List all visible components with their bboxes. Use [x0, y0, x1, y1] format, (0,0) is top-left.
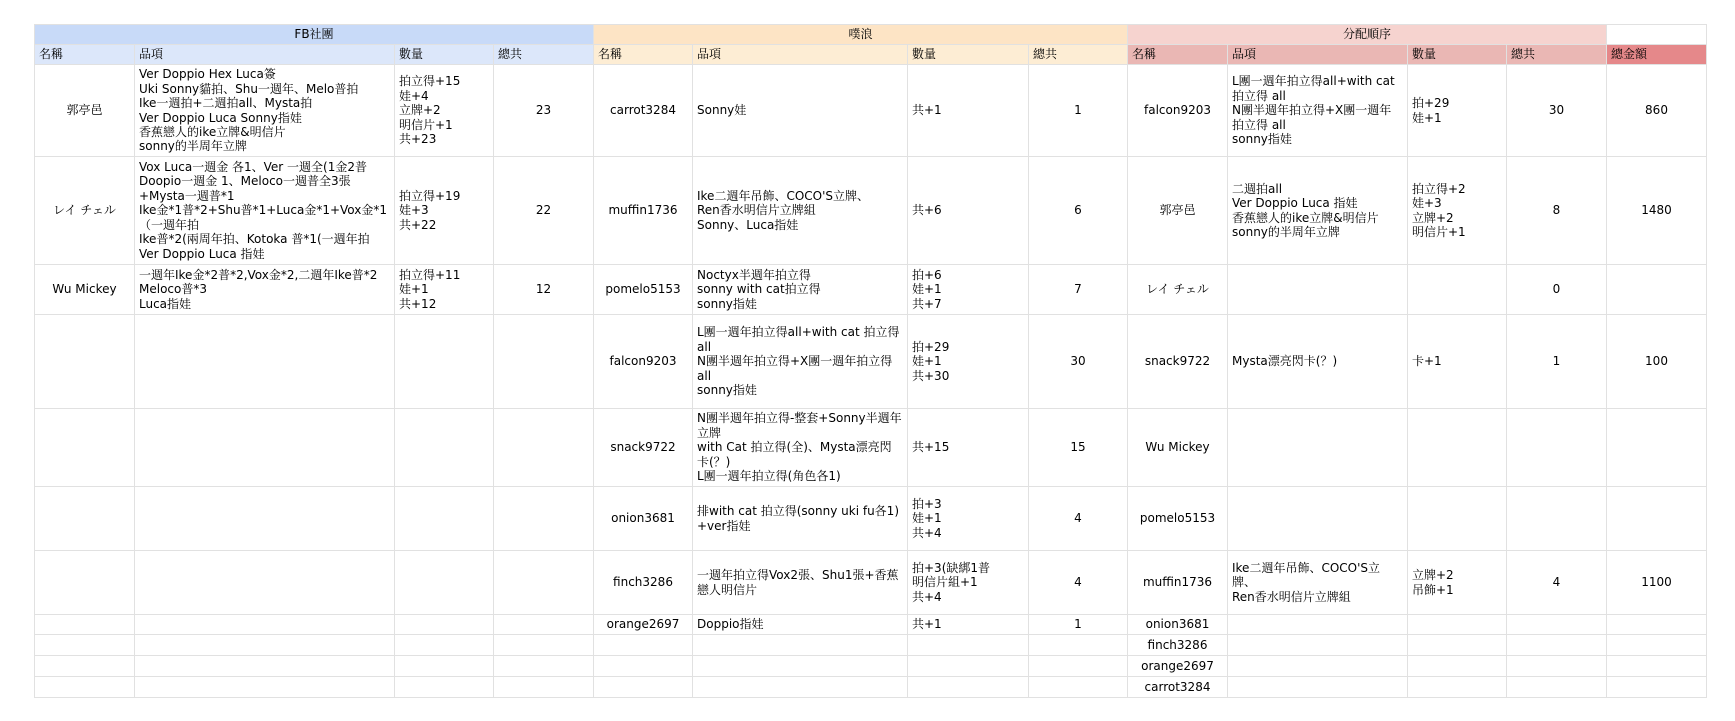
table-row [35, 677, 1707, 698]
plurk-qty-header[interactable]: 數量 [908, 45, 1029, 65]
fb-item-cell[interactable] [135, 677, 395, 698]
fb-item-cell[interactable] [135, 615, 395, 635]
assign-qty-cell[interactable] [1408, 409, 1507, 487]
plurk-qty-cell[interactable]: 共+1 [908, 65, 1029, 157]
plurk-total-cell[interactable] [1029, 656, 1128, 677]
plurk-qty-cell[interactable]: 共+1 [908, 615, 1029, 635]
fb-qty-cell[interactable]: 拍立得+11 娃+1 共+12 [395, 265, 494, 315]
fb-qty-header[interactable]: 數量 [395, 45, 494, 65]
fb-item-cell[interactable] [135, 315, 395, 409]
fb-item-cell[interactable] [135, 656, 395, 677]
plurk-name-cell[interactable]: falcon9203 [594, 315, 693, 409]
assign-item-cell[interactable] [1228, 409, 1408, 487]
assign-total-cell[interactable]: 30 [1507, 65, 1607, 157]
assign-item-cell[interactable] [1228, 656, 1408, 677]
fb-item-cell[interactable]: Ver Doppio Hex Luca簽 Uki Sonny貓拍、Shu一週年、Melo普拍 Ike一週拍+二週拍all、Mysta拍 Ver Doppio Luca Sonny指娃 香蕉戀人的ike立牌&明信片 sonny的半周年立牌 [135, 65, 395, 157]
plurk-qty-cell[interactable] [908, 677, 1029, 698]
assign-qty-cell[interactable] [1408, 265, 1507, 315]
fb-name-cell[interactable] [35, 677, 135, 698]
fb-total-cell[interactable]: 23 [494, 65, 594, 157]
assign-qty-header[interactable]: 數量 [1408, 45, 1507, 65]
assign-qty-cell[interactable] [1408, 487, 1507, 551]
group-fb[interactable]: FB社團 [35, 25, 594, 45]
assign-qty-cell[interactable] [1408, 635, 1507, 656]
plurk-qty-cell[interactable]: 拍+6 娃+1 共+7 [908, 265, 1029, 315]
fb-item-cell[interactable] [135, 409, 395, 487]
plurk-qty-cell[interactable]: 拍+29 娃+1 共+30 [908, 315, 1029, 409]
plurk-qty-cell[interactable]: 拍+3(缺綁1普 明信片組+1 共+4 [908, 551, 1029, 615]
assign-total-cell[interactable] [1507, 615, 1607, 635]
plurk-name-cell[interactable]: muffin1736 [594, 157, 693, 265]
plurk-total-cell[interactable]: 7 [1029, 265, 1128, 315]
assign-qty-cell[interactable]: 拍立得+2 娃+3 立牌+2 明信片+1 [1408, 157, 1507, 265]
plurk-qty-cell[interactable] [908, 656, 1029, 677]
fb-qty-cell[interactable]: 拍立得+19 娃+3 共+22 [395, 157, 494, 265]
assign-total-cell[interactable] [1507, 635, 1607, 656]
plurk-total-cell[interactable]: 15 [1029, 409, 1128, 487]
plurk-name-cell[interactable]: finch3286 [594, 551, 693, 615]
fb-total-cell[interactable] [494, 487, 594, 551]
assign-name-cell[interactable]: onion3681 [1128, 615, 1228, 635]
assign-total-cell[interactable]: 8 [1507, 157, 1607, 265]
group-header-row [35, 25, 1707, 45]
fb-name-cell[interactable]: Wu Mickey [35, 265, 135, 315]
grand-total-cell[interactable] [1607, 409, 1707, 487]
assign-name-cell[interactable]: snack9722 [1128, 315, 1228, 409]
fb-item-cell[interactable] [135, 551, 395, 615]
assign-name-header[interactable]: 名稱 [1128, 45, 1228, 65]
fb-name-cell[interactable] [35, 551, 135, 615]
fb-total-cell[interactable] [494, 615, 594, 635]
fb-name-cell[interactable] [35, 487, 135, 551]
grand-total-cell[interactable] [1607, 635, 1707, 656]
fb-qty-cell[interactable] [395, 551, 494, 615]
plurk-item-cell[interactable] [693, 635, 908, 656]
grand-total-cell[interactable] [1607, 265, 1707, 315]
fb-total-cell[interactable]: 22 [494, 157, 594, 265]
plurk-name-cell[interactable] [594, 677, 693, 698]
grand-total-cell[interactable]: 860 [1607, 65, 1707, 157]
plurk-name-cell[interactable]: pomelo5153 [594, 265, 693, 315]
fb-qty-cell[interactable] [395, 635, 494, 656]
assign-item-header[interactable]: 品項 [1228, 45, 1408, 65]
plurk-qty-cell[interactable]: 拍+3 娃+1 共+4 [908, 487, 1029, 551]
assign-item-cell[interactable] [1228, 487, 1408, 551]
plurk-item-cell[interactable]: L團一週年拍立得all+with cat 拍立得 all N團半週年拍立得+X團一週年拍立得 all sonny指娃 [693, 315, 908, 409]
assign-total-cell[interactable] [1507, 677, 1607, 698]
assign-total-header[interactable]: 總共 [1507, 45, 1607, 65]
grand-total-cell[interactable] [1607, 487, 1707, 551]
table-row [35, 615, 1707, 635]
plurk-name-cell[interactable] [594, 656, 693, 677]
assign-item-cell[interactable] [1228, 615, 1408, 635]
plurk-total-cell[interactable] [1029, 635, 1128, 656]
assign-total-cell[interactable] [1507, 409, 1607, 487]
plurk-total-header[interactable]: 總共 [1029, 45, 1128, 65]
assign-item-cell[interactable]: Mysta漂亮閃卡(？) [1228, 315, 1408, 409]
plurk-name-cell[interactable]: onion3681 [594, 487, 693, 551]
fb-qty-cell[interactable] [395, 615, 494, 635]
assign-total-cell[interactable]: 0 [1507, 265, 1607, 315]
fb-item-cell[interactable] [135, 635, 395, 656]
table-row [35, 315, 1707, 409]
fb-total-cell[interactable] [494, 409, 594, 487]
fb-qty-cell[interactable] [395, 315, 494, 409]
plurk-name-header[interactable]: 名稱 [594, 45, 693, 65]
table-row [35, 65, 1707, 157]
assign-qty-cell[interactable] [1408, 656, 1507, 677]
assign-item-cell[interactable] [1228, 265, 1408, 315]
grand-total-cell[interactable] [1607, 615, 1707, 635]
plurk-item-cell[interactable]: Sonny娃 [693, 65, 908, 157]
table-row [35, 656, 1707, 677]
fb-total-cell[interactable] [494, 635, 594, 656]
grand-total-cell[interactable]: 100 [1607, 315, 1707, 409]
assign-total-cell[interactable] [1507, 656, 1607, 677]
table-row [35, 157, 1707, 265]
table-row [35, 487, 1707, 551]
assign-item-cell[interactable]: 二週拍all Ver Doppio Luca 指娃 香蕉戀人的ike立牌&明信片 sonny的半周年立牌 [1228, 157, 1408, 265]
fb-total-cell[interactable] [494, 677, 594, 698]
assign-total-cell[interactable] [1507, 487, 1607, 551]
grand-total-cell[interactable]: 1100 [1607, 551, 1707, 615]
plurk-item-cell[interactable]: 排with cat 拍立得(sonny uki fu各1) +ver指娃 [693, 487, 908, 551]
grand-total-header[interactable]: 總金額 [1607, 45, 1707, 65]
plurk-item-cell[interactable]: Ike二週年吊飾、COCO'S立牌、 Ren香水明信片立牌組 Sonny、Luca指娃 [693, 157, 908, 265]
plurk-name-cell[interactable]: snack9722 [594, 409, 693, 487]
plurk-total-cell[interactable] [1029, 677, 1128, 698]
assign-name-cell[interactable]: pomelo5153 [1128, 487, 1228, 551]
plurk-name-cell[interactable] [594, 635, 693, 656]
group-total[interactable] [1607, 25, 1707, 45]
table-row [35, 265, 1707, 315]
fb-name-header[interactable]: 名稱 [35, 45, 135, 65]
fb-total-cell[interactable] [494, 315, 594, 409]
column-header-row [35, 45, 1707, 65]
grand-total-cell[interactable] [1607, 677, 1707, 698]
spreadsheet-table [34, 24, 1707, 698]
assign-name-cell[interactable]: 郭亭邑 [1128, 157, 1228, 265]
fb-name-cell[interactable]: 郭亭邑 [35, 65, 135, 157]
plurk-total-cell[interactable]: 6 [1029, 157, 1128, 265]
plurk-qty-cell[interactable]: 共+15 [908, 409, 1029, 487]
fb-name-cell[interactable] [35, 635, 135, 656]
assign-name-cell[interactable]: finch3286 [1128, 635, 1228, 656]
fb-name-cell[interactable] [35, 315, 135, 409]
fb-name-cell[interactable] [35, 656, 135, 677]
plurk-qty-cell[interactable] [908, 635, 1029, 656]
plurk-item-cell[interactable]: Noctyx半週年拍立得 sonny with cat拍立得 sonny指娃 [693, 265, 908, 315]
table-row [35, 551, 1707, 615]
assign-qty-cell[interactable]: 卡+1 [1408, 315, 1507, 409]
assign-qty-cell[interactable] [1408, 615, 1507, 635]
assign-total-cell[interactable]: 1 [1507, 315, 1607, 409]
fb-item-cell[interactable]: Vox Luca一週金 各1、Ver 一週全(1金2普 Doopio一週金 1、Meloco一週普全3張+Mysta一週普*1 Ike金*1普*2+Shu普*1+Luca金*1+Vox金*1（一週年拍 Ike普*2(兩周年拍、Kotoka 普*1(一週年拍 Ver Doppio Luca 指娃 [135, 157, 395, 265]
group-assign[interactable]: 分配順序 [1128, 25, 1607, 45]
plurk-item-header[interactable]: 品項 [693, 45, 908, 65]
fb-qty-cell[interactable]: 拍立得+15 娃+4 立牌+2 明信片+1 共+23 [395, 65, 494, 157]
fb-total-cell[interactable] [494, 551, 594, 615]
fb-qty-cell[interactable] [395, 677, 494, 698]
plurk-item-cell[interactable]: Doppio指娃 [693, 615, 908, 635]
fb-total-header[interactable]: 總共 [494, 45, 594, 65]
fb-item-header[interactable]: 品項 [135, 45, 395, 65]
plurk-qty-cell[interactable]: 共+6 [908, 157, 1029, 265]
fb-name-cell[interactable] [35, 615, 135, 635]
plurk-item-cell[interactable] [693, 656, 908, 677]
assign-name-cell[interactable]: レイ チェル [1128, 265, 1228, 315]
assign-name-cell[interactable]: carrot3284 [1128, 677, 1228, 698]
assign-name-cell[interactable]: Wu Mickey [1128, 409, 1228, 487]
fb-name-cell[interactable] [35, 409, 135, 487]
plurk-item-cell[interactable] [693, 677, 908, 698]
assign-item-cell[interactable]: Ike二週年吊飾、COCO'S立牌、 Ren香水明信片立牌組 [1228, 551, 1408, 615]
plurk-total-cell[interactable]: 4 [1029, 551, 1128, 615]
assign-total-cell[interactable]: 4 [1507, 551, 1607, 615]
table-row [35, 635, 1707, 656]
grand-total-cell[interactable] [1607, 656, 1707, 677]
plurk-total-cell[interactable]: 1 [1029, 65, 1128, 157]
fb-qty-cell[interactable] [395, 409, 494, 487]
plurk-name-cell[interactable]: carrot3284 [594, 65, 693, 157]
assign-item-cell[interactable]: L團一週年拍立得all+with cat 拍立得 all N團半週年拍立得+X團一週年拍立得 all sonny指娃 [1228, 65, 1408, 157]
assign-item-cell[interactable] [1228, 635, 1408, 656]
plurk-name-cell[interactable]: orange2697 [594, 615, 693, 635]
assign-qty-cell[interactable]: 拍+29 娃+1 [1408, 65, 1507, 157]
fb-total-cell[interactable]: 12 [494, 265, 594, 315]
plurk-item-cell[interactable]: 一週年拍立得Vox2張、Shu1張+香蕉戀人明信片 [693, 551, 908, 615]
assign-name-cell[interactable]: orange2697 [1128, 656, 1228, 677]
fb-total-cell[interactable] [494, 656, 594, 677]
plurk-total-cell[interactable]: 1 [1029, 615, 1128, 635]
table-row [35, 409, 1707, 487]
fb-qty-cell[interactable] [395, 656, 494, 677]
fb-name-cell[interactable]: レイ チェル [35, 157, 135, 265]
fb-item-cell[interactable]: 一週年Ike金*2普*2,Vox金*2,二週年Ike普*2 Meloco普*3 Luca指娃 [135, 265, 395, 315]
fb-item-cell[interactable] [135, 487, 395, 551]
plurk-total-cell[interactable]: 30 [1029, 315, 1128, 409]
group-plurk[interactable]: 噗浪 [594, 25, 1128, 45]
assign-qty-cell[interactable]: 立牌+2 吊飾+1 [1408, 551, 1507, 615]
plurk-total-cell[interactable]: 4 [1029, 487, 1128, 551]
fb-qty-cell[interactable] [395, 487, 494, 551]
assign-qty-cell[interactable] [1408, 677, 1507, 698]
assign-name-cell[interactable]: falcon9203 [1128, 65, 1228, 157]
plurk-item-cell[interactable]: N團半週年拍立得-整套+Sonny半週年立牌 with Cat 拍立得(全)、Mysta漂亮閃卡(？) L團一週年拍立得(角色各1) [693, 409, 908, 487]
assign-item-cell[interactable] [1228, 677, 1408, 698]
assign-name-cell[interactable]: muffin1736 [1128, 551, 1228, 615]
grand-total-cell[interactable]: 1480 [1607, 157, 1707, 265]
